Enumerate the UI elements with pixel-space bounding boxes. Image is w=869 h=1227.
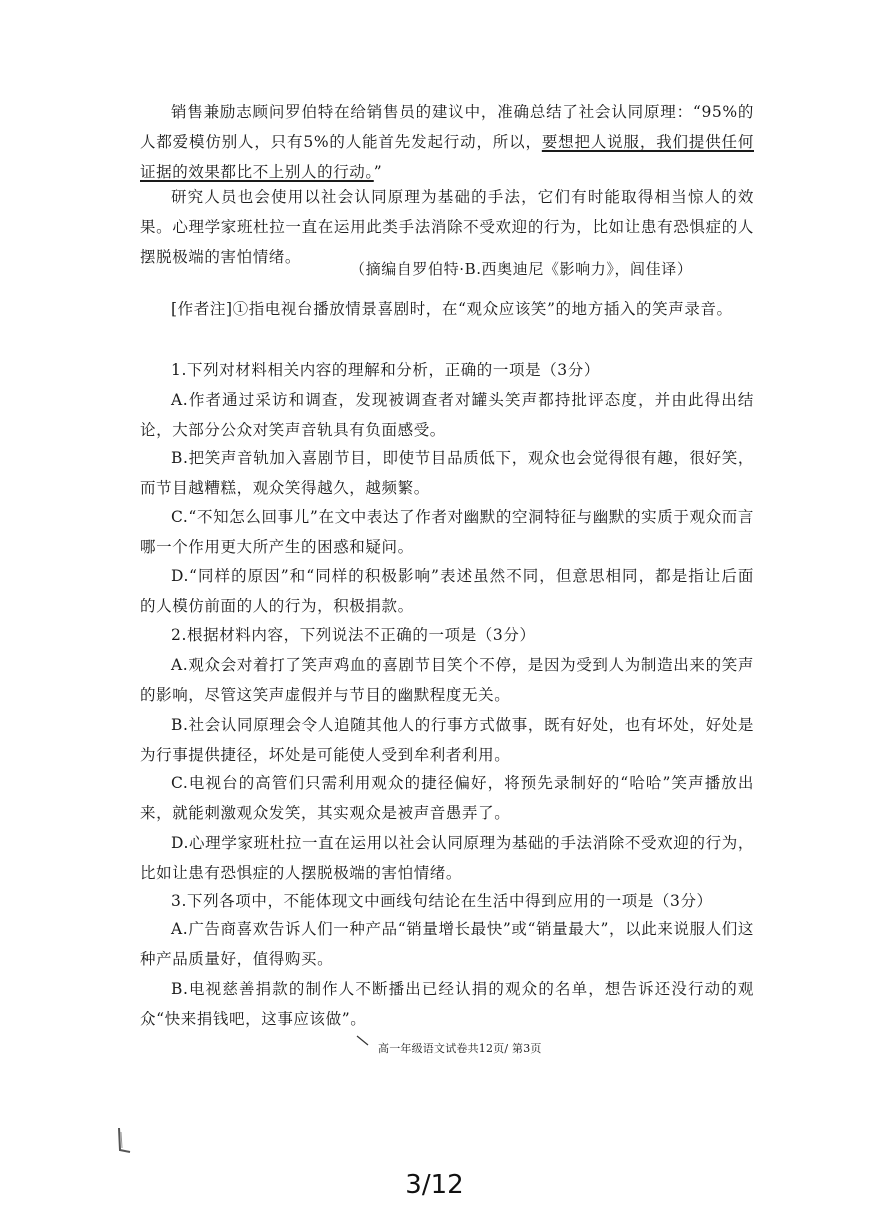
question-1-option-b: B.把笑声音轨加入喜剧节目，即使节目品质低下，观众也会觉得很有趣，很好笑，而节目越糟糕，观众笑得越久，越频繁。 (140, 449, 754, 497)
page-indicator: 3/12 (405, 1170, 464, 1200)
source-citation: （摘编自罗伯特·B.西奥迪尼《影响力》，闾佳译） (350, 260, 693, 278)
question-1-stem: 1.下列对材料相关内容的理解和分析，正确的一项是（3分） (171, 361, 600, 379)
question-2-option-d: D.心理学家班杜拉一直在运用以社会认同原理为基础的手法消除不受欢迎的行为，比如让患有恐惧症的人摆脱极端的害怕情绪。 (140, 834, 754, 882)
question-1-option-c: C.“不知怎么回事儿”在文中表达了作者对幽默的空洞特征与幽默的实质于观众而言哪一个作用更大所产生的困惑和疑问。 (140, 508, 754, 556)
question-1-option-a: A.作者通过采访和调查，发现被调查者对罐头笑声都持批评态度，并由此得出结论，大部分公众对笑声音轨具有负面感受。 (140, 391, 754, 439)
question-3-stem: 3.下列各项中，不能体现文中画线句结论在生活中得到应用的一项是（3分） (171, 892, 713, 910)
question-2-stem: 2.根据材料内容，下列说法不正确的一项是（3分） (171, 626, 536, 644)
scan-artifact-mark (116, 1126, 132, 1154)
scan-tick-mark (356, 1035, 370, 1047)
passage-text: 销售兼励志顾问罗伯特在给销售员的建议中，准确总结了社会认同原理：“95%的人都爱模仿别人，只有5%的人能首先发起行动，所以， (140, 103, 754, 151)
page-footer: 高一年级语文试卷共12页/ 第3页 (378, 1042, 542, 1055)
passage-paragraph-1 (140, 97, 754, 187)
author-note: [作者注]①指电视台播放情景喜剧时，在“观众应该笑”的地方插入的笑声录音。 (171, 300, 733, 318)
passage-paragraph-2: 研究人员也会使用以社会认同原理为基础的手法，它们有时能取得相当惊人的效果。心理学家班杜拉一直在运用此类手法消除不受欢迎的行为，比如让患有恐惧症的人摆脱极端的害怕情绪。 (140, 188, 754, 266)
question-2-option-a: A.观众会对着打了笑声鸡血的喜剧节目笑个不停，是因为受到人为制造出来的笑声的影响，尽管这笑声虚假并与节目的幽默程度无关。 (140, 656, 754, 704)
passage-text-end: ” (373, 163, 383, 181)
question-2-option-b: B.社会认同原理会令人追随其他人的行事方式做事，既有好处，也有坏处，好处是为行事提供捷径，坏处是可能使人受到牟利者利用。 (140, 716, 754, 764)
question-3-option-b: B.电视慈善捐款的制作人不断播出已经认捐的观众的名单，想告诉还没行动的观众“快来捐钱吧，这事应该做”。 (140, 980, 754, 1028)
underlined-sentence: 要想把人说服，我们提供任何证据的效果都比不上别人的行动。 (140, 133, 754, 181)
question-1-option-d: D.“同样的原因”和“同样的积极影响”表述虽然不同，但意思相同，都是指让后面的人模仿前面的人的行为，积极捐款。 (140, 567, 754, 615)
question-2-option-c: C.电视台的高管们只需利用观众的捷径偏好，将预先录制好的“哈哈”笑声播放出来，就能刺激观众发笑，其实观众是被声音愚弄了。 (140, 774, 754, 822)
question-3-option-a: A.广告商喜欢告诉人们一种产品“销量增长最快”或“销量最大”，以此来说服人们这种产品质量好，值得购买。 (140, 920, 754, 968)
